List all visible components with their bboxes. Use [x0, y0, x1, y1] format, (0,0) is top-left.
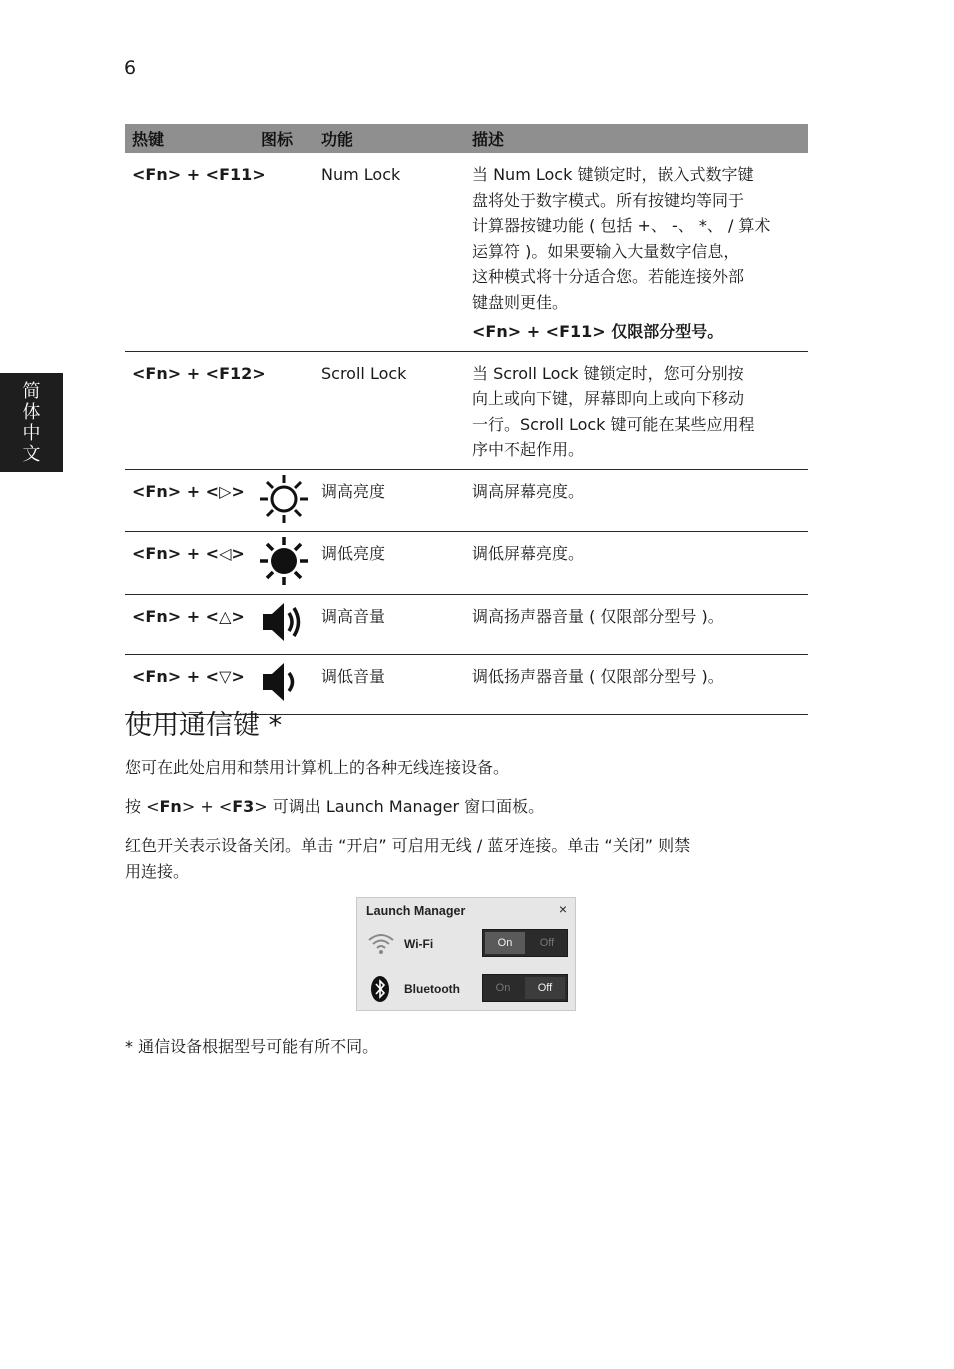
table-row — [125, 594, 808, 654]
wifi-off-option[interactable]: Off — [539, 937, 555, 949]
description-line: 向上或向下键，屏幕即向上或向下移动 — [472, 389, 745, 408]
close-icon[interactable]: × — [558, 901, 567, 917]
para-text: 按 < — [125, 797, 160, 816]
description-line: 当 Scroll Lock 键锁定时，您可分别按 — [472, 363, 744, 383]
function-cell: 调低音量 — [314, 654, 465, 714]
description-line: 运算符 )。如果要输入大量数字信息， — [472, 241, 740, 261]
header-hotkey: 热键 — [125, 124, 254, 153]
section-title: 使用通信键 * — [125, 710, 283, 741]
hotkey-cell: <Fn> + <△> — [125, 594, 254, 654]
header-icon: 图标 — [254, 124, 314, 153]
fn-key: Fn — [159, 797, 182, 816]
switch-paragraph — [125, 833, 815, 885]
table-row — [125, 532, 808, 595]
volume-up-icon — [259, 599, 309, 645]
description-cell: 调高屏幕亮度。 — [465, 469, 808, 532]
description-cell: 调高扬声器音量 ( 仅限部分型号 )。 — [465, 594, 808, 654]
hotkey-cell: <Fn> + <▽> — [125, 654, 254, 714]
model-note: <Fn> + <F11> 仅限部分型号。 — [472, 322, 724, 341]
wifi-on-option[interactable]: On — [485, 932, 525, 954]
wifi-icon — [367, 931, 395, 955]
description-line: 盘将处于数字模式。所有按键均等同于 — [472, 190, 745, 210]
volume-down-icon — [259, 659, 309, 705]
bluetooth-label: Bluetooth — [404, 982, 460, 996]
description-line: 序中不起作用。 — [472, 440, 585, 459]
function-cell: Scroll Lock — [314, 351, 465, 469]
bluetooth-on-option[interactable]: On — [495, 982, 511, 994]
description-cell — [465, 153, 808, 351]
hotkey-paragraph — [125, 794, 815, 820]
wifi-toggle[interactable] — [482, 929, 568, 957]
function-cell: 调高亮度 — [314, 469, 465, 532]
icon-cell — [254, 594, 314, 654]
footnote: * 通信设备根据型号可能有所不同。 — [125, 1037, 379, 1056]
description-cell: 调低屏幕亮度。 — [465, 532, 808, 595]
table-row — [125, 153, 808, 351]
function-cell: Num Lock — [314, 153, 465, 351]
side-tab-char: 中 — [22, 422, 41, 444]
language-side-tab — [0, 373, 63, 472]
description-line: 一行。Scroll Lock 键可能在某些应用程 — [472, 414, 755, 434]
para-text: > 可调出 Launch Manager 窗口面板。 — [254, 797, 545, 816]
bluetooth-toggle[interactable] — [482, 974, 568, 1002]
para-line: 红色开关表示设备关闭。单击 “开启” 可启用无线 / 蓝牙连接。单击 “关闭” 则禁 — [125, 836, 691, 855]
function-cell: 调高音量 — [314, 594, 465, 654]
brightness-down-icon — [259, 536, 309, 586]
bluetooth-off-option[interactable]: Off — [525, 977, 565, 999]
para-text: > + < — [181, 797, 233, 816]
function-cell: 调低亮度 — [314, 532, 465, 595]
intro-paragraph: 您可在此处启用和禁用计算机上的各种无线连接设备。 — [125, 758, 510, 777]
f3-key: F3 — [232, 797, 255, 816]
table-header-row — [125, 124, 808, 153]
icon-cell — [254, 469, 314, 532]
table-row — [125, 469, 808, 532]
description-line: 当 Num Lock 键锁定时，嵌入式数字键 — [472, 165, 754, 184]
hotkey-table — [125, 124, 808, 715]
hotkey-cell: <Fn> + <F12> — [125, 351, 254, 469]
side-tab-char: 简 — [22, 380, 41, 402]
hotkey-cell: <Fn> + <▷> — [125, 469, 254, 532]
hotkey-cell: <Fn> + <F11> — [125, 153, 254, 351]
bluetooth-icon — [367, 975, 393, 1003]
description-cell: 调低扬声器音量 ( 仅限部分型号 )。 — [465, 654, 808, 714]
side-tab-char: 体 — [22, 401, 41, 423]
wifi-label: Wi-Fi — [404, 937, 434, 951]
side-tab-char: 文 — [22, 443, 41, 465]
description-line: 这种模式将十分适合您。若能连接外部 — [472, 267, 745, 286]
description-line: 键盘则更佳。 — [472, 292, 569, 312]
brightness-up-icon — [259, 474, 309, 524]
header-description: 描述 — [465, 124, 808, 153]
para-line: 用连接。 — [125, 862, 190, 881]
icon-cell — [254, 532, 314, 595]
launch-manager-title: Launch Manager — [366, 904, 466, 918]
description-line: 计算器按键功能 ( 包括 +、 -、 *、 / 算术 — [472, 216, 771, 235]
table-row — [125, 351, 808, 469]
header-function: 功能 — [314, 124, 465, 153]
launch-manager-panel — [356, 897, 576, 1011]
page-number: 6 — [124, 57, 137, 79]
hotkey-cell: <Fn> + <◁> — [125, 532, 254, 595]
description-cell — [465, 351, 808, 469]
